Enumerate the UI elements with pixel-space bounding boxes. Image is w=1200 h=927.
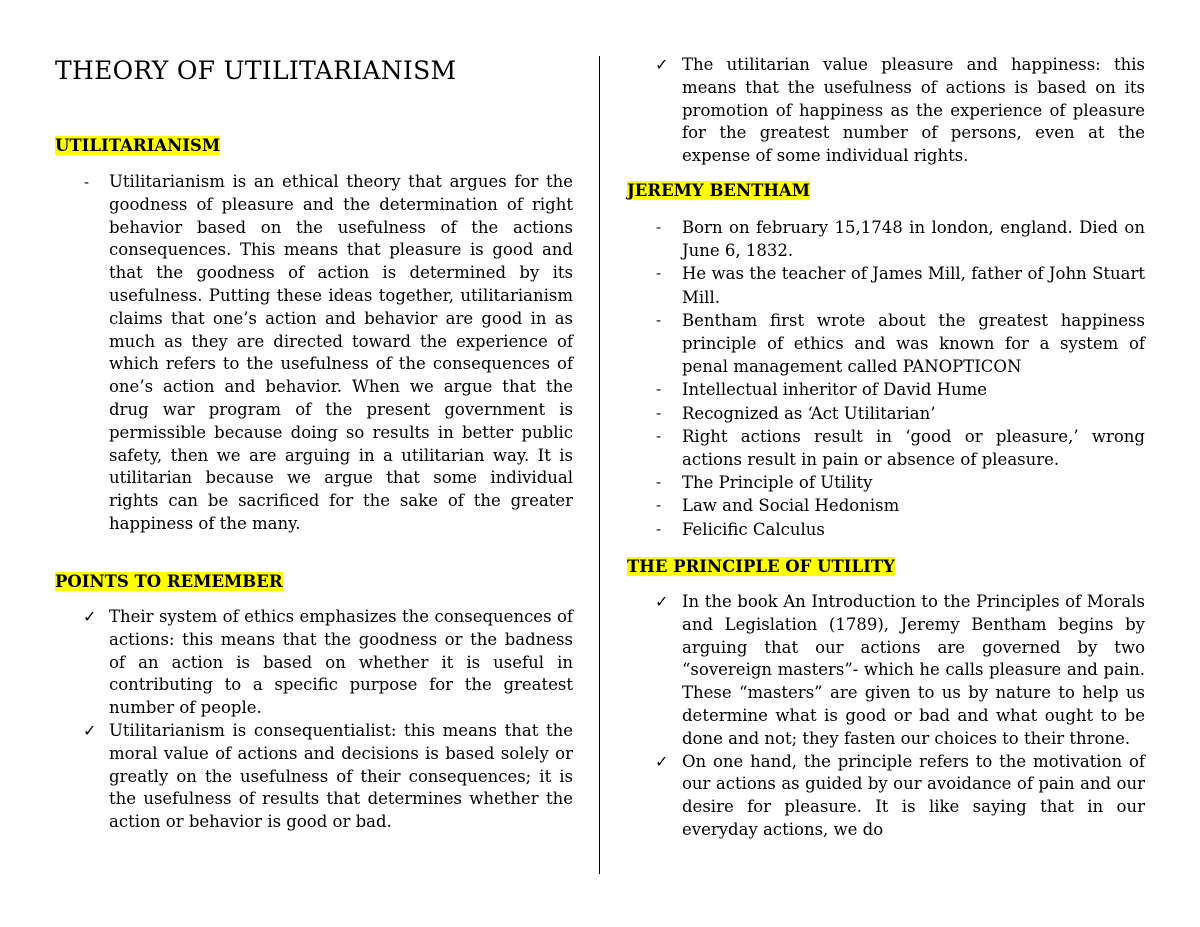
section-heading-principle-of-utility-text: THE PRINCIPLE OF UTILITY [627, 557, 895, 576]
list-item-text: Intellectual inheritor of David Hume [682, 380, 988, 400]
points-to-remember-list [55, 606, 573, 834]
list-item [55, 171, 573, 536]
section-heading-utilitarianism-text: UTILITARIANISM [55, 136, 221, 155]
list-item-text: Right actions result in ‘good or pleasure,’ wrong actions result in pain or absence of pleasure. [682, 426, 1145, 470]
dash-bullet-icon: - [656, 473, 662, 492]
section-heading-principle-of-utility [627, 556, 895, 578]
checkmark-icon: ✓ [655, 751, 669, 771]
list-item [627, 378, 1145, 401]
section-heading-jeremy-bentham-text: JEREMY BENTHAM [627, 181, 810, 200]
list-item [627, 262, 1145, 308]
dash-bullet-icon: - [656, 380, 662, 399]
list-item [627, 494, 1145, 517]
dash-bullet-icon: - [656, 426, 662, 445]
section-heading-points-to-remember [55, 571, 283, 593]
list-item-text: Bentham first wrote about the greatest happiness principle of ethics and was known for a system of penal management called PANOPTICON [682, 310, 1145, 377]
list-item-text: Utilitarianism is an ethical theory that argues for the goodness of pleasure and the determination of right behavior based on the usefulness of the actions consequences. This means that pleasure is good and that the goodness of action is determined by its usefulness. Putting these ideas together, utilitarianism claims that one’s action and behavior are good in as much as they are directed toward the experience of which refers to the usefulness of the consequences of one’s action and behavior. When we argue that the drug war program of the present government is permissible because doing so results in better public safety, then we are arguing in a utilitarian way. It is utilitarian because we argue that some individual rights can be sacrificed for the sake of the greater happiness of the many. [109, 172, 573, 533]
dash-bullet-icon: - [656, 496, 662, 515]
list-item [627, 54, 1145, 168]
checkmark-icon: ✓ [83, 607, 97, 626]
dash-bullet-icon: - [656, 310, 662, 329]
list-item-text: Recognized as ‘Act Utilitarian’ [682, 403, 936, 423]
dash-bullet-icon: - [84, 173, 90, 191]
dash-bullet-icon: - [656, 403, 662, 422]
list-item-text: On one hand, the principle refers to the motivation of our actions as guided by our avoidance of pain and our desire for pleasure. It is like saying that in our everyday actions, we do [682, 751, 1145, 839]
section-heading-utilitarianism [55, 135, 220, 157]
checkmark-icon: ✓ [655, 55, 669, 74]
dash-bullet-icon: - [656, 519, 662, 538]
list-item [627, 518, 1145, 541]
list-item-text: Felicific Calculus [682, 519, 825, 539]
principle-of-utility-list [627, 591, 1145, 842]
list-item-text: Born on february 15,1748 in london, england. Died on June 6, 1832. [682, 218, 1145, 261]
document-title: THEORY OF UTILITARIANISM [55, 56, 457, 85]
utilitarianism-list [55, 171, 573, 536]
list-item [55, 720, 573, 834]
list-item-text: The Principle of Utility [682, 473, 873, 493]
list-item-text: In the book An Introduction to the Principles of Morals and Legislation (1789), Jeremy Bentham begins by arguing that our actions are governed by two “sovereign masters”- which he calls pleasure and pain. These “masters” are given to us by nature to help us determine what is good or bad and what ought to be done and not; they fasten our choices to their throne. [682, 592, 1145, 748]
dash-bullet-icon: - [656, 218, 662, 236]
dash-bullet-icon: - [656, 264, 662, 283]
section-heading-jeremy-bentham [627, 180, 810, 202]
list-item-text: Their system of ethics emphasizes the consequences of actions: this means that the goodness or the badness of an action is based on whether it is useful in contributing to a specific purpose for the greatest number of people. [109, 607, 573, 718]
column-divider [599, 56, 600, 874]
checkmark-icon: ✓ [655, 592, 669, 611]
list-item [627, 751, 1145, 842]
list-item-text: The utilitarian value pleasure and happiness: this means that the usefulness of actions is based on its promotion of happiness as the experience of pleasure for the greatest number of persons, even at the expense of some individual rights. [682, 55, 1145, 166]
list-item [627, 591, 1145, 751]
list-item [627, 309, 1145, 379]
list-item [55, 606, 573, 720]
list-item-text: Utilitarianism is consequentialist: this means that the moral value of actions and decisions is based solely or greatly on the usefulness of their consequences; it is the usefulness of results that determines whether the action or behavior is good or bad. [109, 720, 573, 832]
list-item [627, 216, 1145, 262]
list-item [627, 402, 1145, 425]
checkmark-icon: ✓ [83, 720, 97, 740]
list-item [627, 425, 1145, 471]
jeremy-bentham-list [627, 216, 1145, 541]
section-heading-points-to-remember-text: POINTS TO REMEMBER [55, 572, 283, 591]
list-item [627, 471, 1145, 494]
continued-points-list [627, 54, 1145, 168]
list-item-text: Law and Social Hedonism [682, 496, 900, 516]
list-item-text: He was the teacher of James Mill, father of John Stuart Mill. [682, 264, 1145, 307]
